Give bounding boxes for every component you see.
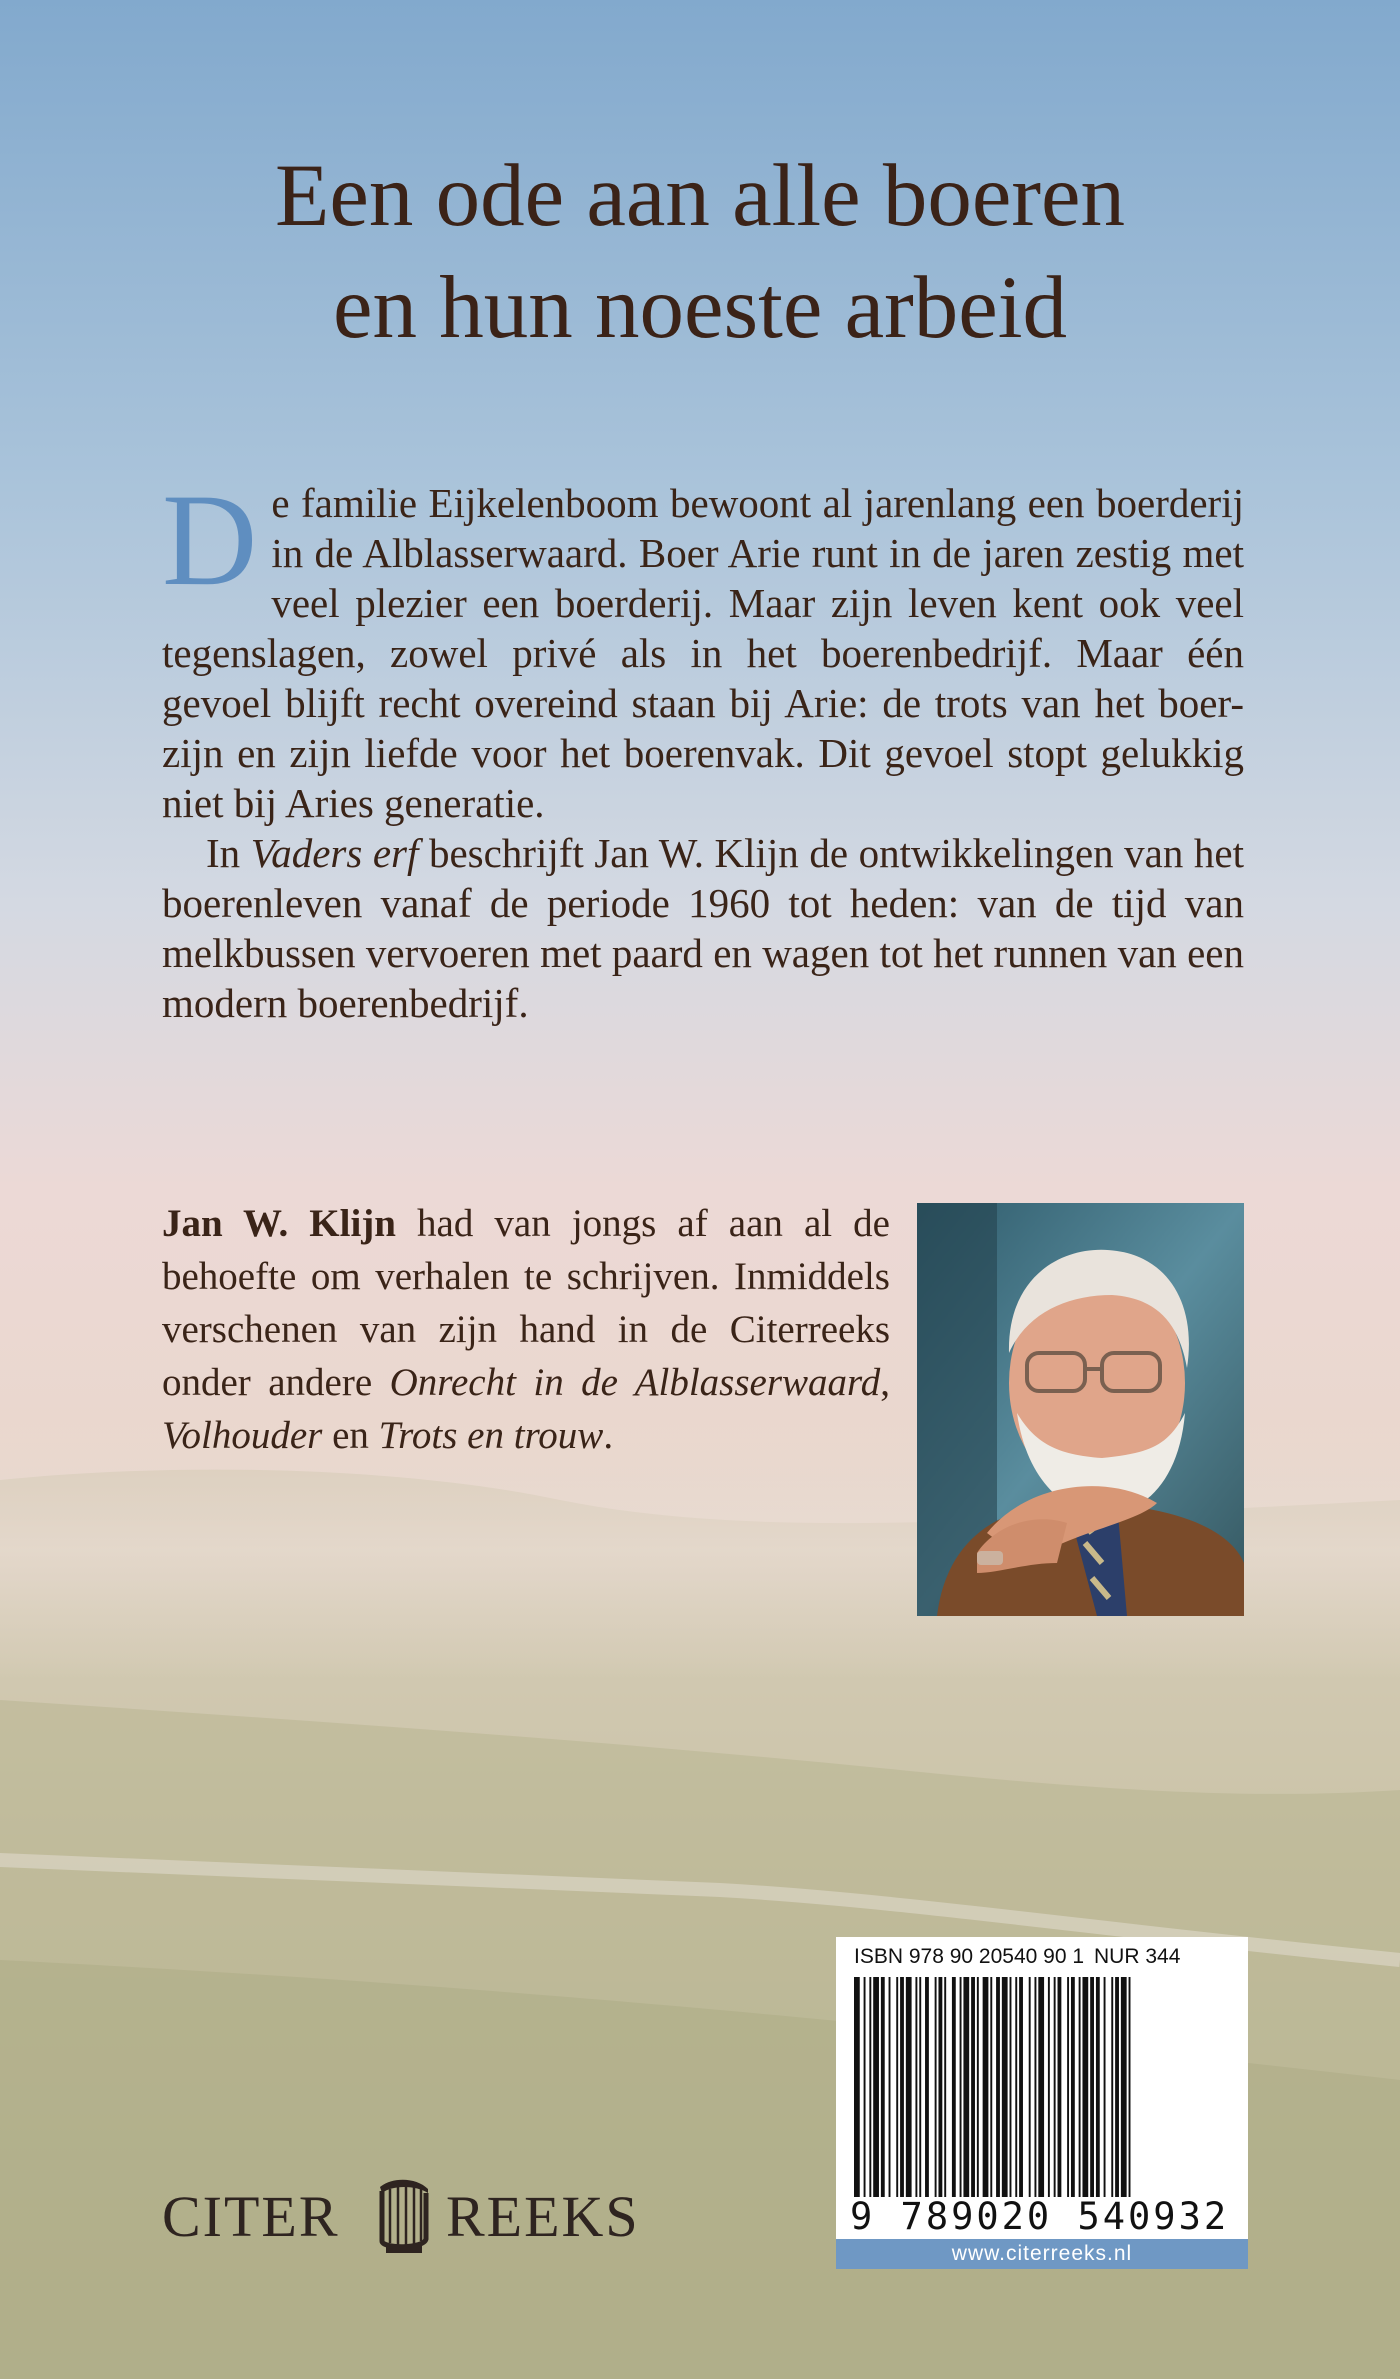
- barcode-stripe: [1104, 1977, 1106, 2197]
- logo-word-reeks: REEKS: [446, 2184, 640, 2249]
- other-book-2: Volhouder: [162, 1414, 323, 1457]
- headline-line-1: Een ode aan alle boeren: [275, 147, 1125, 245]
- barcode-stripe: [1096, 1977, 1100, 2197]
- barcode-stripe: [864, 1977, 866, 2197]
- publisher-logo: [162, 2175, 662, 2255]
- barcode-stripe: [1067, 1977, 1069, 2197]
- separator: en: [322, 1414, 379, 1457]
- author-name: Jan W. Klijn: [162, 1202, 396, 1245]
- headline-line-2: en hun noeste arbeid: [333, 259, 1067, 357]
- barcode-stripe: [854, 1977, 860, 2197]
- barcode-stripe: [1054, 1977, 1056, 2197]
- blurb-paragraph-2-start: In: [206, 830, 251, 876]
- blurb-paragraph-2-text: beschrijft Jan W. Klijn de ontwikkelingen van het boerenleven vanaf de periode 1960 tot heden: van de tijd van melkbussen vervoeren met paard en wagen tot het runnen van een modern boerenbedrijf.: [162, 830, 1245, 1026]
- barcode-stripe: [889, 1977, 891, 2197]
- author-bio-text: had van jongs af aan al de behoefte om verhalen te schrijven. Inmiddels verschenen van zijn hand in de Citerreeks onder andere: [162, 1202, 890, 1404]
- barcode-stripe: [873, 1977, 879, 2197]
- barcode-stripe: [971, 1977, 975, 2197]
- book-title: Vaders erf: [250, 830, 419, 876]
- barcode-stripe: [881, 1977, 885, 2197]
- barcode-stripe: [977, 1977, 979, 2197]
- headline: [0, 140, 1400, 364]
- barcode-stripe: [869, 1977, 871, 2197]
- barcode-stripe: [900, 1977, 904, 2197]
- barcode-stripe: [960, 1977, 962, 2197]
- barcode-stripe: [1015, 1977, 1017, 2197]
- author-photo: [917, 1203, 1244, 1616]
- separator: ,: [880, 1361, 890, 1404]
- isbn-number: ISBN 978 90 20540 90 1: [854, 1945, 1085, 1968]
- barcode-stripe: [896, 1977, 898, 2197]
- barcode-stripe: [919, 1977, 921, 2197]
- barcode-stripe: [1002, 1977, 1008, 2197]
- barcode-stripe: [906, 1977, 912, 2197]
- barcode-stripe: [1090, 1977, 1094, 2197]
- isbn-line: [854, 1945, 1234, 1969]
- barcode-stripe: [935, 1977, 937, 2197]
- nur-code: NUR 344: [1094, 1945, 1181, 1968]
- blurb-paragraph-1-text: e familie Eijkelenboom bewoont al jarenlang een boerderij in de Alblasserwaard. Boer Arie runt in de jaren zestig met veel plezier een boerderij. Maar zijn leven kent ook veel tegenslagen, zowel privé als in het boerenbedrijf. Maar één gevoel blijft recht overeind staan bij Arie: de trots van het boer-zijn en zijn liefde voor het boerenvak. Dit gevoel stopt gelukkig niet bij Aries generatie.: [162, 480, 1244, 826]
- barcode-stripe: [915, 1977, 917, 2197]
- barcode-stripe: [1121, 1977, 1127, 2197]
- blurb-text: [162, 466, 1245, 1028]
- barcode-stripe: [938, 1977, 942, 2197]
- barcode-stripe: [996, 1977, 1000, 2197]
- drop-cap: D: [162, 466, 258, 613]
- barcode-stripe: [1034, 1977, 1036, 2197]
- barcode-stripe: [990, 1977, 992, 2197]
- barcode-stripe: [1038, 1977, 1044, 2197]
- website-url[interactable]: www.citerreeks.nl: [836, 2239, 1248, 2269]
- barcode-stripe: [1079, 1977, 1081, 2197]
- barcode-stripe: [952, 1977, 956, 2197]
- barcode-stripe: [1058, 1977, 1062, 2197]
- barcode-bars: [850, 1977, 1234, 2197]
- logo-word-citer: CITER: [162, 2184, 340, 2249]
- barcode-stripe: [1082, 1977, 1088, 2197]
- barcode-stripe: [1029, 1977, 1031, 2197]
- barcode-box: [836, 1937, 1248, 2269]
- barcode-stripe: [1115, 1977, 1119, 2197]
- harp-icon: [372, 2175, 434, 2255]
- blurb-paragraph-1: [162, 466, 1244, 828]
- blurb-paragraph-2: [162, 828, 1244, 1028]
- barcode-stripe: [944, 1977, 946, 2197]
- author-bio: [162, 1197, 890, 1462]
- other-book-3: Trots en trouw: [378, 1414, 604, 1457]
- barcode-digits: 9 789020 540932: [850, 2195, 1230, 2238]
- barcode-stripe: [1111, 1977, 1113, 2197]
- other-book-1: Onrecht in de Alblasserwaard: [389, 1361, 881, 1404]
- barcode-stripe: [1048, 1977, 1050, 2197]
- barcode-stripe: [1019, 1977, 1023, 2197]
- barcode-stripe: [963, 1977, 969, 2197]
- period: .: [603, 1414, 614, 1457]
- barcode-stripe: [1010, 1977, 1012, 2197]
- barcode-stripe: [1129, 1977, 1131, 2197]
- barcode-stripe: [925, 1977, 929, 2197]
- barcode-stripe: [983, 1977, 989, 2197]
- barcode-stripe: [1071, 1977, 1075, 2197]
